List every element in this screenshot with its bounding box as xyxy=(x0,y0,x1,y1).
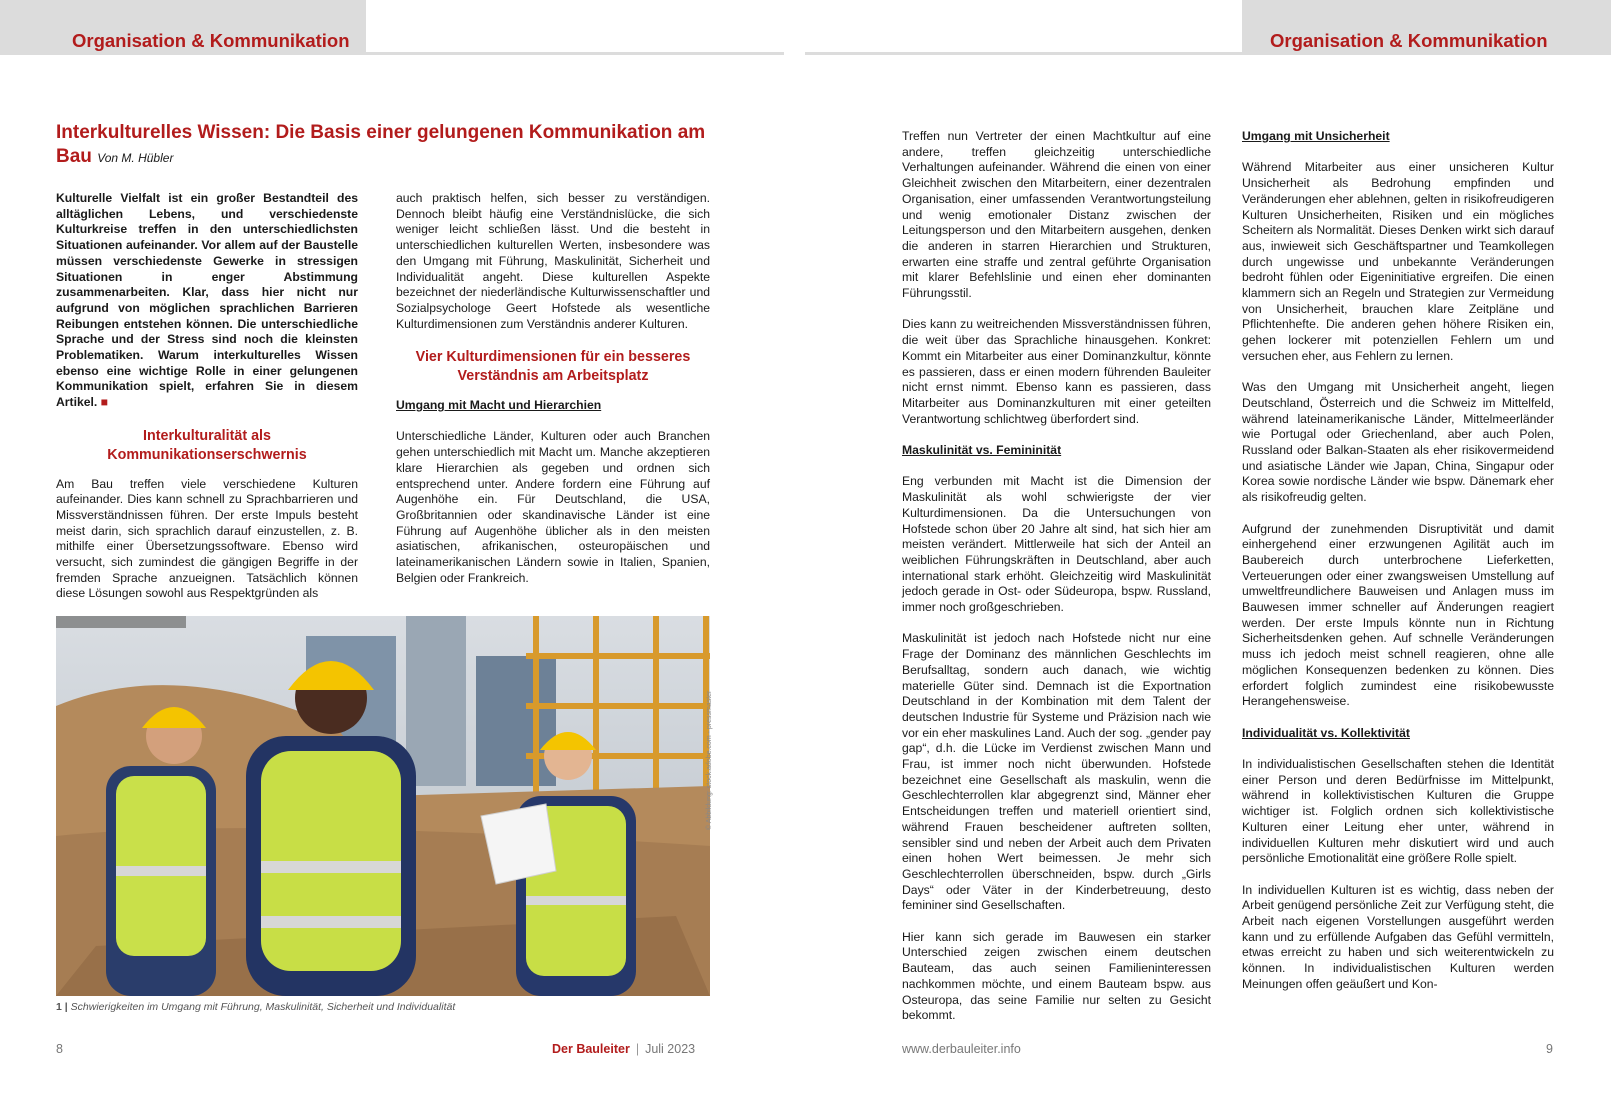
section-header-right: Organisation & Kommunikation xyxy=(1242,0,1611,55)
page-number-right: 9 xyxy=(1546,1042,1553,1056)
caption-separator: | xyxy=(64,1001,68,1013)
figure-number: 1 xyxy=(56,1001,62,1013)
right-page xyxy=(805,0,1611,1109)
figure-caption xyxy=(56,1001,455,1013)
paragraph: auch praktisch helfen, sich besser zu verständigen. Dennoch bleibt häufig eine Verständnislücke, die sich weniger leicht schließen lässt. Und die besteht in unterschiedlichen kulturellen Werten, insbesondere was den Umgang mit Führung, Maskulinität, Sicherheit und Individualität angeht. Diese kulturellen Aspekte bezeichnet der niederländische Kulturwissenschaftler und Sozialpsychologe Geert Hofstede als wesentliche Kulturdimensionen zum Verständnis anderer Kulturen. xyxy=(396,191,710,331)
paragraph: Aufgrund der zunehmenden Disruptivität und damit einhergehend einer erzwungenen Agilität auch im Baubereich durch unterbrochene Lieferketten, Verteuerungen oder einer zwangsweisen Umstellung auf umweltfreundlichere Bauweisen und Anlagen muss im Bauwesen immer schneller auf Änderungen reagiert werden. Der erste Impuls könnte nun in Richtung Sicherheitsdenken gehen. Auf schnelle Veränderungen muss ich jedoch meist schnell reagieren, ohne alle möglichen Konsequenzen bedenken zu können. Dies erfordert folglich zumindest eine risikobewusste Herangehensweise. xyxy=(1242,521,1554,709)
section-title-individualitaet: Individualität vs. Kollektivität xyxy=(1242,725,1410,740)
paragraph: Am Bau treffen viele verschiedene Kulturen aufeinander. Dies kann schnell zu Sprachbarrieren und Missverständnissen führen. Der erste Impuls besteht meist darin, sich sprachlich darauf einzustellen, z. B. mithilfe einer Übersetzungssoftware. Ebenso wird versucht, sich zumindest die gängigen Begriffe in der fremden Sprache anzueignen. Tatsächlich können diese Lösungen sowohl aus Respektgründen als xyxy=(56,476,358,601)
section-title-unsicherheit: Umgang mit Unsicherheit xyxy=(1242,129,1390,143)
paragraph: Maskulinität ist jedoch nach Hofstede nicht nur eine Frage der Dominanz des männlichen Geschlechts im Berufsalltag, sondern auch danach, wie wichtig materielle Güter sind. Demnach ist die Exportnation Deutschland in der Kombination mit dem Talent der deutschen Industrie für Systeme und Präzision nach wie vor ein eher maskulines Land. Auch der sog. „gender pay gap“, d.h. die Lücke im Verdienst zwischen Mann und Frau, ist immer noch nicht überwunden. Hofstede bezeichnet eine Gesellschaft als maskulin, wenn die Geschlechterrollen klar abgegrenzt sind, Männer eher Entscheidungen treffen und materiell orientiert sind, während Frauen bescheidener auftreten sollten, sensibler sind und neben der Arbeit auch dem Privaten einen hohen Wert beimessen. Je mehr sich Geschlechterrollen überschneiden, bspw. durch „Girls Days“ oder Väter in der Kinderbetreuung, desto femininer sind Gesellschaften. xyxy=(902,631,1211,913)
paragraph: In individuellen Kulturen ist es wichtig, dass neben der Arbeit genügend persönliche Zeit zur Verfügung steht, die Arbeit nach eigenen Vorstellungen ausgeführt werden kann und zu erfüllende Aufgaben das Gefühl vermitteln, etwas erreicht zu haben und sich weiterentwickeln zu können. In individualistischen Kulturen werden Meinungen offen geäußert und Kon- xyxy=(1242,882,1554,991)
construction-workers-photo xyxy=(56,616,710,996)
footer-publication xyxy=(552,1042,695,1056)
article-title-text: Interkulturelles Wissen: Die Basis einer gelungenen Kommunikation am Bau xyxy=(56,122,706,167)
caption-text: Schwierigkeiten im Umgang mit Führung, Maskulinität, Sicherheit und Individualität xyxy=(70,1001,456,1013)
paragraph: Hier kann sich gerade im Bauwesen ein starker Unterschied zeigen zwischen einem deutschen Bauteam, das auch seinen Familieninteressen nachkommen möchte, und einem Bauteam bspw. aus Osteuropa, das seine Familie nur selten zu Gesicht bekommt. xyxy=(902,929,1211,1023)
paragraph: Während Mitarbeiter aus einer unsicheren Kultur Unsicherheit als Bedrohung empfinden und Veränderungen eher ablehnen, gelten in risikofreudigeren Kulturen Unsicherheiten, Risiken und ein mögliches Scheitern als Normalität. Dieses Denken wirkt sich darauf aus, inwieweit sich Geschäftspartner und Teamkollegen durch ungewisse und unbekannte Veränderungen bedroht fühlen oder Eigeninitiative ergreifen. Die einen klammern sich an Regeln und Strategien zur Vermeidung von Unsicherheit, brauchen klare Zeitpläne und Pflichtenhefte. Die anderen gehen höhere Risiken ein, gehen lockerer mit potenziellen Fehlern um und versuchen eher, aus Fehlern zu lernen. xyxy=(1242,160,1554,363)
footer-separator: | xyxy=(635,1042,640,1056)
section-title-maskulinitaet: Maskulinität vs. Femininität xyxy=(902,443,1062,458)
subhead-interkulturalitaet: Interkulturalität als Kommunikationserschwernis xyxy=(107,427,307,463)
right-column-2 xyxy=(1242,129,1554,993)
section-header-left: Organisation & Kommunikation xyxy=(0,0,366,55)
lead-text: Kulturelle Vielfalt ist ein großer Bestandteil des alltäglichen Lebens, und verschiedenste Kulturkreise treffen in den unterschiedlichsten Situationen aufeinander. Vor allem auf der Baustelle müssen verschiedenste Gewerke in stressigen Situationen in enger Abstimmung zusammenarbeiten. Klar, dass hier nicht nur aufgrund von möglichen sprachlichen Barrieren Reibungen entstehen können. Die unterschiedliche Sprache und der Stress sind noch die kleinsten Problematiken. Warum interkulturelles Wissen ebenso eine wichtige Rolle in einer gelungenen Kommunikation spielt, erfahren Sie in diesem Artikel. xyxy=(56,191,358,410)
paragraph: Was den Umgang mit Unsicherheit angeht, liegen Deutschland, Österreich und die Schweiz im Mittelfeld, während lateinamerikanische Länder, Mittelmeerländer wie Portugal oder Griechenland, aber auch Polen, Russland oder Balkan-Staaten als eher risikovermeidend und asiatische Länder wie Japan, China, Singapur oder Korea sowie nordische Länder wie bspw. Dänemark eher als risikofreudig gelten. xyxy=(1242,380,1554,505)
paragraph: Dies kann zu weitreichenden Missverständnissen führen, die weit über das Sprachliche hinausgehen. Konkret: Kommt ein Mitarbeiter aus einer Dominanzkultur, könnte es passieren, dass er einen modern führenden Bauleiter nicht ernst nimmt. Ebenso kann es passieren, dass Mitarbeiter aus Dominanzkulturen mit einer geteilten Verantwortung schlichtweg überfordert sind. xyxy=(902,317,1211,426)
end-marker-icon: ■ xyxy=(100,395,109,410)
paragraph: In individualistischen Gesellschaften stehen die Identität einer Person und deren Bedürfnisse im Mittelpunkt, während in kollektivistischen Kulturen die Gruppe wichtiger ist. Folglich ordnen sich kollektivistische Kulturen einer Leitung eher unter, während in individuellen Kulturen mehr diskutiert wird und auch persönliche Emotionalität eine größere Rolle spielt. xyxy=(1242,757,1554,866)
paragraph: Treffen nun Vertreter der einen Machtkultur auf eine andere, treffen gleichzeitig unterschiedliche Verhaltungen aufeinander. Während die einen von einer Gleichheit zwischen den Mitarbeitern, einer dezentralen Organisation, einer umfassenden Verantwortungsteilung und wenig emotionaler Distanz zwischen der Leitungsperson und den Mitarbeitern ausgehen, denken die anderen in starren Hierarchien und Strukturen, erwarten eine straffe und zentral geführte Organisation mit klarer Befehlslinie und einen eher dominanten Führungsstil. xyxy=(902,129,1211,301)
page-number-left: 8 xyxy=(56,1042,63,1056)
header-rule-right xyxy=(805,52,1242,55)
left-column-2 xyxy=(396,191,710,602)
left-page xyxy=(0,0,805,1109)
article-author: Von M. Hübler xyxy=(97,151,174,165)
lead-paragraph xyxy=(56,191,358,411)
photo-credit: © Abbildung: stock.adobe.com - pressmaster xyxy=(706,690,713,830)
article-title xyxy=(56,121,716,170)
left-column-1 xyxy=(56,191,358,618)
section-title-macht: Umgang mit Macht und Hierarchien xyxy=(396,398,602,413)
publication-name: Der Bauleiter xyxy=(552,1042,630,1056)
photo-illustration xyxy=(56,616,710,996)
right-column-1 xyxy=(902,129,1211,1040)
header-rule-left xyxy=(366,52,784,55)
footer-url[interactable]: www.derbauleiter.info xyxy=(902,1042,1021,1056)
subhead-kulturdimensionen: Vier Kulturdimensionen für ein besseres Verständnis am Arbeitsplatz xyxy=(415,349,691,385)
paragraph: Eng verbunden mit Macht ist die Dimension der Maskulinität als wohl schwierigste der vier Kulturdimensionen. Da die Untersuchungen von Hofstede schon über 20 Jahre alt sind, hat sich hier am meisten verändert. Mittlerweile hat sich der Anteil an weiblichen Führungskräften in Deutschland, aber auch international stark erhöht. Gleichzeitig wird Maskulinität jedoch gerade in Ost- oder Südeuropa, bspw. Russland, immer noch großgeschrieben. xyxy=(902,474,1211,615)
paragraph: Unterschiedliche Länder, Kulturen oder auch Branchen gehen unterschiedlich mit Macht um. Manche akzeptieren klare Hierarchien als gegeben und ordnen sich entsprechend unter. Andere fordern eine Führung auf Augenhöhe ein. Für Deutschland, die USA, Großbritannien oder skandinavische Länder ist eine Führung auf Augenhöhe üblicher als in den meisten asiatischen, afrikanischen, osteuropäischen und lateinamerikanischen Ländern sowie in Italien, Spanien, Belgien oder Frankreich. xyxy=(396,429,710,585)
issue-date: Juli 2023 xyxy=(645,1042,696,1056)
